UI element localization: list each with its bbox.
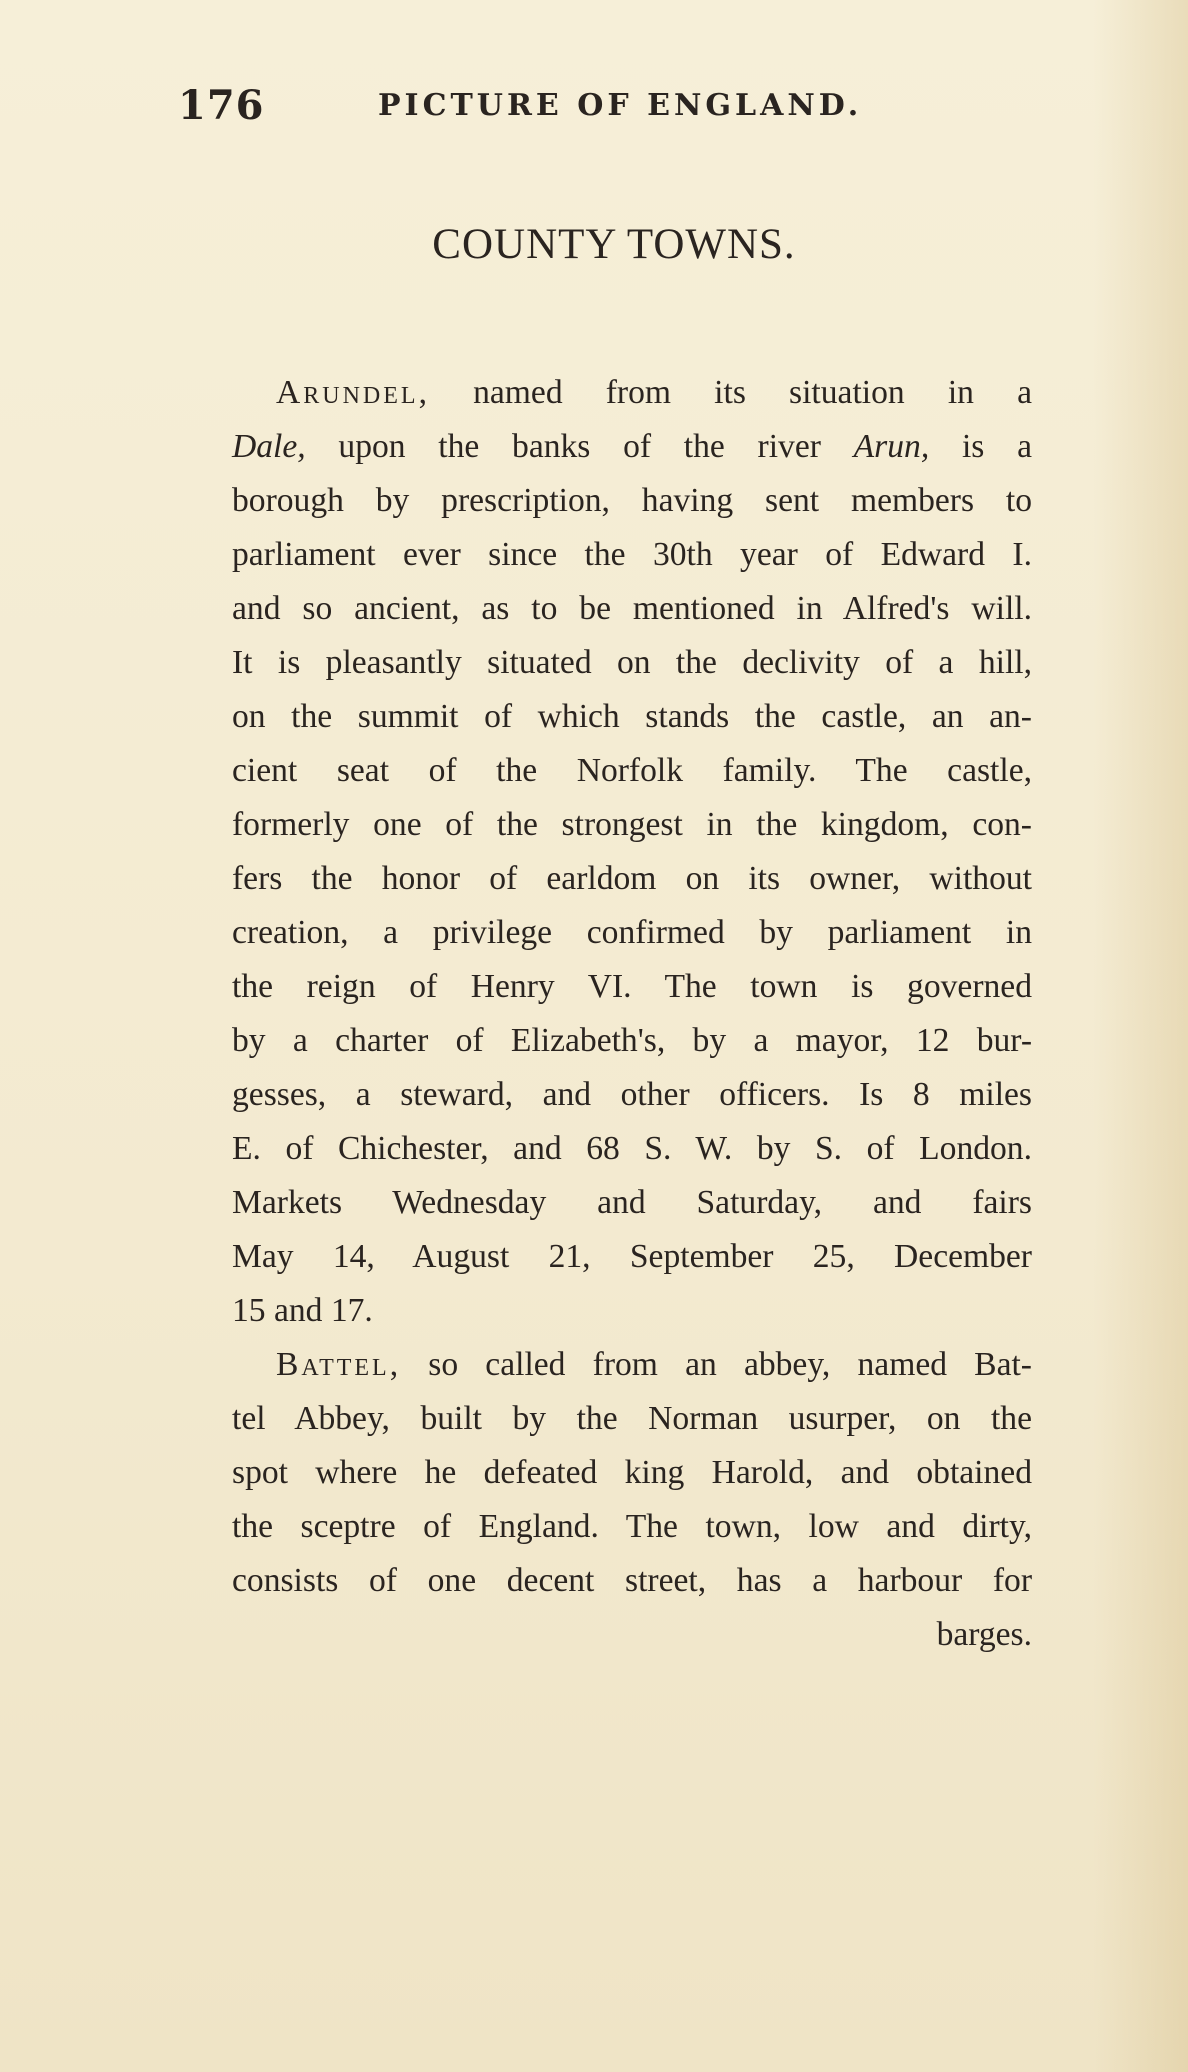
text-line: parliament ever since the 30th year of Edward I. <box>232 536 1032 573</box>
text-fragment: upon the banks of the river <box>338 428 821 465</box>
italic-arun: Arun, <box>853 428 930 465</box>
running-title: PICTURE OF ENGLAND. <box>378 88 863 123</box>
section-title: COUNTY TOWNS. <box>432 221 796 268</box>
text-line: borough by prescription, having sent members to <box>232 482 1032 519</box>
text-line: on the summit of which stands the castle, an an- <box>232 698 1032 735</box>
text-line: May 14, August 21, September 25, December <box>232 1238 1032 1275</box>
text-line <box>232 1338 1032 1392</box>
text-line: formerly one of the strongest in the kingdom, con- <box>232 806 1032 843</box>
text-line: consists of one decent street, has a harbour for <box>232 1562 1032 1599</box>
running-head <box>178 82 938 132</box>
text-fragment: so called from an abbey, named Bat- <box>428 1346 1032 1383</box>
entry-head-battel: Battel, <box>276 1346 402 1383</box>
text-line: gesses, a steward, and other officers. Is 8 miles <box>232 1076 1032 1113</box>
italic-dale: Dale, <box>232 428 306 465</box>
page-number: 176 <box>178 82 265 129</box>
text-line: 15 and 17. <box>232 1292 373 1329</box>
text-line: Markets Wednesday and Saturday, and fairs <box>232 1184 1032 1221</box>
text-line: the sceptre of England. The town, low and dirty, <box>232 1508 1032 1545</box>
text-fragment: is a <box>961 428 1032 465</box>
entry-head-arundel: Arundel, <box>276 374 430 411</box>
text-line: cient seat of the Norfolk family. The castle, <box>232 752 1032 789</box>
text-line <box>232 366 1032 420</box>
text-line <box>232 420 1032 474</box>
text-line: E. of Chichester, and 68 S. W. by S. of London. <box>232 1130 1032 1167</box>
text-line: It is pleasantly situated on the declivity of a hill, <box>232 644 1032 681</box>
text-line: by a charter of Elizabeth's, by a mayor, 12 bur- <box>232 1022 1032 1059</box>
text-line: creation, a privilege confirmed by parliament in <box>232 914 1032 951</box>
catchword: barges. <box>936 1616 1032 1653</box>
text-fragment: named from its situation in a <box>473 374 1032 411</box>
text-line: tel Abbey, built by the Norman usurper, on the <box>232 1400 1032 1437</box>
text-line: and so ancient, as to be mentioned in Alfred's will. <box>232 590 1032 627</box>
text-line: spot where he defeated king Harold, and obtained <box>232 1454 1032 1491</box>
body-text <box>232 366 1032 1662</box>
text-line: the reign of Henry VI. The town is governed <box>232 968 1032 1005</box>
text-line: fers the honor of earldom on its owner, without <box>232 860 1032 897</box>
